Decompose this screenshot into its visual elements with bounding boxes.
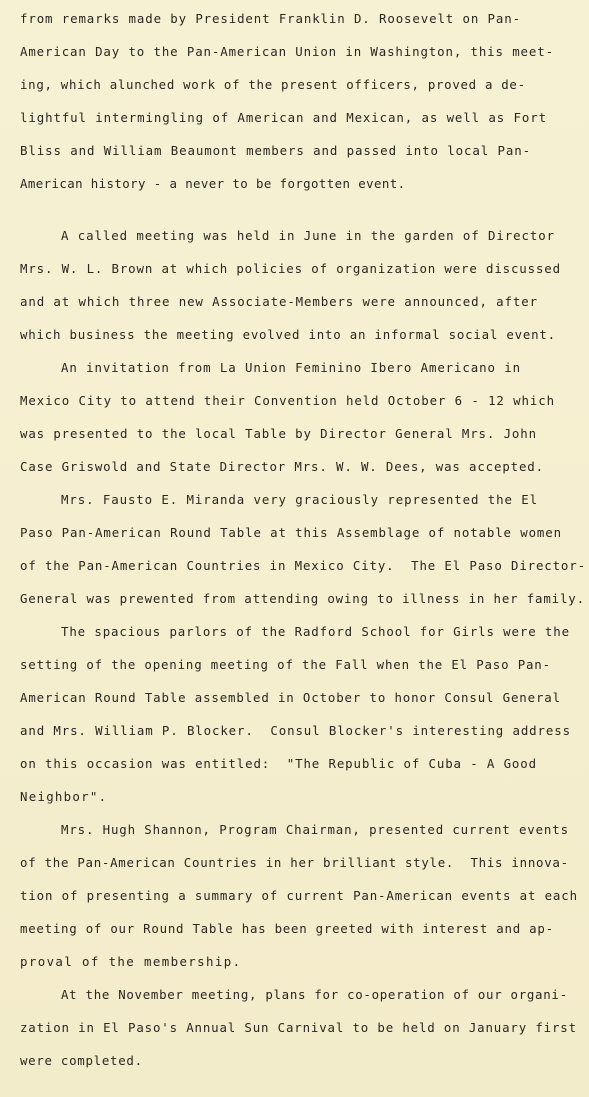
text-line: of the Pan-American Countries in Mexico City. The El Paso Director- xyxy=(20,558,586,573)
text-line: Neighbor". xyxy=(20,789,108,804)
text-line: meeting of our Round Table has been greeted with interest and ap- xyxy=(20,921,554,936)
text-line: Mrs. Fausto E. Miranda very graciously represented the El xyxy=(61,492,538,507)
text-line: The spacious parlors of the Radford School for Girls were the xyxy=(61,624,570,639)
text-line: At the November meeting, plans for co-operation of our organi- xyxy=(61,987,568,1002)
text-line: Bliss and William Beaumont members and passed into local Pan- xyxy=(20,143,531,158)
text-line: which business the meeting evolved into an informal social event. xyxy=(20,327,556,342)
text-line: Paso Pan-American Round Table at this Assemblage of notable women xyxy=(20,525,562,540)
text-line: Mrs. W. L. Brown at which policies of organization were discussed xyxy=(20,261,561,276)
text-line: An invitation from La Union Feminino Ibero Americano in xyxy=(61,360,521,375)
text-line: Mexico City to attend their Convention held October 6 - 12 which xyxy=(20,393,555,408)
text-line: was presented to the local Table by Director General Mrs. John xyxy=(20,426,537,441)
text-line: ing, which alunched work of the present officers, proved a de- xyxy=(20,77,526,92)
text-line: lightful intermingling of American and Mexican, as well as Fort xyxy=(20,110,547,125)
text-line: were completed. xyxy=(20,1053,143,1068)
text-line: setting of the opening meeting of the Fall when the El Paso Pan- xyxy=(20,657,551,672)
text-line: and Mrs. William P. Blocker. Consul Blocker's interesting address xyxy=(20,723,571,738)
text-line: American Round Table assembled in October to honor Consul General xyxy=(20,690,561,705)
text-line: General was prewented from attending owing to illness in her family. xyxy=(20,591,585,606)
text-line: American Day to the Pan-American Union in Washington, this meet- xyxy=(20,44,554,59)
text-line: zation in El Paso's Annual Sun Carnival to be held on January first xyxy=(20,1020,577,1035)
text-line: A called meeting was held in June in the garden of Director xyxy=(61,228,555,243)
text-line: and at which three new Associate-Members were announced, after xyxy=(20,294,538,309)
text-line: from remarks made by President Franklin D. Roosevelt on Pan- xyxy=(20,11,521,26)
text-line: American history - a never to be forgotten event. xyxy=(20,176,406,191)
text-line: of the Pan-American Countries in her brilliant style. This innova- xyxy=(20,855,569,870)
text-line: Case Griswold and State Director Mrs. W. W. Dees, was accepted. xyxy=(20,459,544,474)
text-line: on this occasion was entitled: "The Republic of Cuba - A Good xyxy=(20,756,537,771)
text-line: tion of presenting a summary of current Pan-American events at each xyxy=(20,888,578,903)
text-line: proval of the membership. xyxy=(20,954,242,969)
text-line: Mrs. Hugh Shannon, Program Chairman, presented current events xyxy=(61,822,569,837)
